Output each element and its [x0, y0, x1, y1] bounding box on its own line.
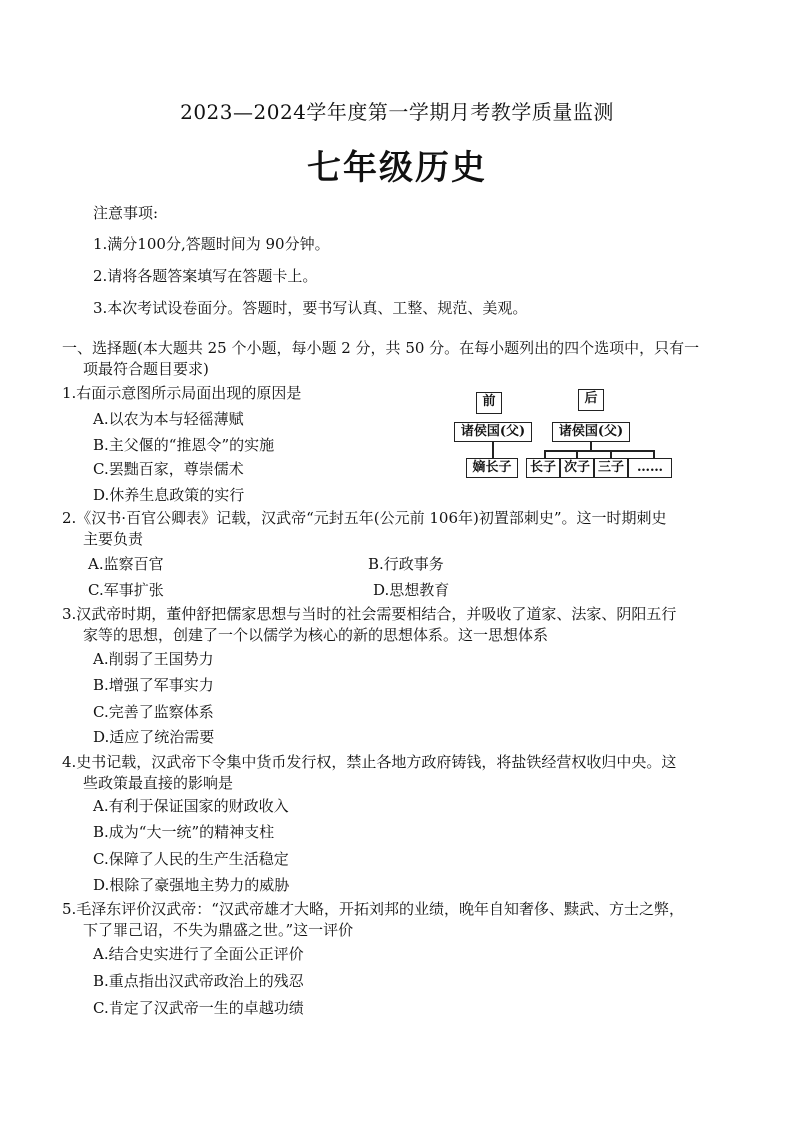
diagram-connector — [544, 450, 546, 458]
diagram-before-parent: 诸侯国(父) — [454, 422, 532, 442]
diagram-after-label: 后 — [578, 389, 604, 411]
note-item: 3.本次考试设卷面分。答题时，要书写认真、工整、规范、美观。 — [93, 299, 528, 317]
question-5-option-c: C.肯定了汉武帝一生的卓越功绩 — [93, 999, 304, 1017]
question-3-option-c: C.完善了监察体系 — [93, 703, 214, 721]
note-item: 2.请将各题答案填写在答题卡上。 — [93, 267, 318, 285]
question-4-option-c: C.保障了人民的生产生活稳定 — [93, 850, 289, 868]
question-3-option-b: B.增强了军事实力 — [93, 676, 214, 694]
question-2-option-c: C.军事扩张 — [88, 581, 164, 599]
exam-title: 2023—2024学年度第一学期月考教学质量监测 — [180, 100, 614, 124]
diagram-child-more: …… — [628, 458, 672, 478]
diagram-connector — [610, 450, 612, 458]
diagram-connector — [492, 442, 494, 458]
question-3-option-d: D.适应了统治需要 — [93, 728, 215, 746]
diagram-child-3: 三子 — [594, 458, 628, 478]
diagram-child-2: 次子 — [560, 458, 594, 478]
question-2-option-b: B.行政事务 — [368, 555, 444, 573]
diagram-before-child: 嫡长子 — [466, 458, 518, 478]
section-heading-cont: 项最符合题目要求) — [83, 360, 209, 378]
fief-diagram — [448, 386, 678, 486]
diagram-after-parent: 诸侯国(父) — [552, 422, 630, 442]
question-3-stem: 3.汉武帝时期，董仲舒把儒家思想与当时的社会需要相结合，并吸收了道家、法家、阴阳五行 — [62, 605, 677, 623]
question-1-stem: 1.右面示意图所示局面出现的原因是 — [62, 384, 302, 402]
question-5-stem-cont: 下了罪己诏，不失为鼎盛之世。”这一评价 — [83, 921, 354, 939]
question-2-stem-cont: 主要负责 — [83, 530, 144, 548]
subject-title: 七年级历史 — [307, 148, 487, 188]
question-4-option-a: A.有利于保证国家的财政收入 — [93, 797, 289, 815]
note-item: 1.满分100分,答题时间为 90分钟。 — [93, 235, 330, 253]
diagram-child-1: 长子 — [526, 458, 560, 478]
question-4-option-b: B.成为“大一统”的精神支柱 — [93, 823, 275, 841]
question-5-option-b: B.重点指出汉武帝政治上的残忍 — [93, 972, 304, 990]
question-2-option-a: A.监察百官 — [88, 555, 164, 573]
question-2-option-d: D.思想教育 — [373, 581, 450, 599]
diagram-connector — [653, 450, 655, 458]
diagram-connector — [576, 450, 578, 458]
diagram-connector — [544, 450, 654, 452]
question-4-stem-cont: 些政策最直接的影响是 — [83, 774, 234, 792]
section-heading: 一、选择题(本大题共 25 个小题，每小题 2 分，共 50 分。在每小题列出的四个选项中，只有一 — [62, 339, 700, 357]
notes-heading: 注意事项: — [93, 204, 159, 222]
question-5-stem: 5.毛泽东评价汉武帝：“汉武帝雄才大略，开拓刘邦的业绩，晚年自知奢侈、黩武、方士之弊， — [62, 900, 684, 918]
question-1-option-d: D.休养生息政策的实行 — [93, 486, 245, 504]
question-2-stem: 2.《汉书·百官公卿表》记载，汉武帝“元封五年(公元前 106年)初置部刺史”。这一时期刺史 — [62, 509, 667, 527]
question-4-stem: 4.史书记载，汉武帝下令集中货币发行权，禁止各地方政府铸钱，将盐铁经营权收归中央。这 — [62, 753, 677, 771]
question-4-option-d: D.根除了豪强地主势力的威胁 — [93, 876, 290, 894]
diagram-before-label: 前 — [476, 392, 502, 414]
question-1-option-c: C.罢黜百家，尊崇儒术 — [93, 460, 244, 478]
question-1-option-b: B.主父偃的“推恩令”的实施 — [93, 436, 275, 454]
question-5-option-a: A.结合史实进行了全面公正评价 — [93, 945, 304, 963]
question-3-stem-cont: 家等的思想，创建了一个以儒学为核心的新的思想体系。这一思想体系 — [83, 626, 549, 644]
question-3-option-a: A.削弱了王国势力 — [93, 650, 214, 668]
question-1-option-a: A.以农为本与轻徭薄赋 — [93, 410, 244, 428]
diagram-connector — [590, 442, 592, 450]
